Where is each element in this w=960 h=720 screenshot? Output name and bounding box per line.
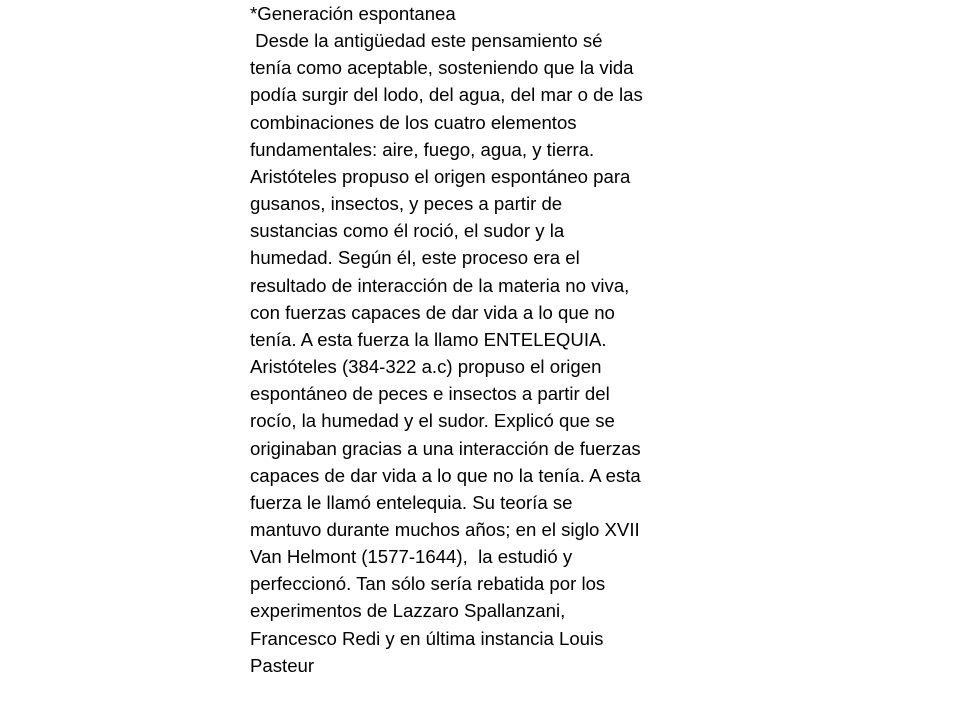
text-line: Aristóteles propuso el origen espontáneo para <box>250 165 631 187</box>
text-line: Francesco Redi y en última instancia Louis <box>250 627 604 649</box>
text-line: originaban gracias a una interacción de fuerzas <box>250 437 641 459</box>
text-line: mantuvo durante muchos años; en el siglo XVII <box>250 518 640 540</box>
text-line: gusanos, insectos, y peces a partir de <box>250 193 563 215</box>
text-line: fuerza le llamó entelequia. Su teoría se <box>250 491 573 513</box>
text-line: humedad. Según él, este proceso era el <box>250 247 580 269</box>
text-line: con fuerzas capaces de dar vida a lo que no <box>250 301 615 323</box>
text-line: Van Helmont (1577-1644), la estudió y <box>250 546 573 568</box>
text-line: sustancias como él roció, el sudor y la <box>250 220 565 242</box>
text-line: resultado de interacción de la materia no viva, <box>250 274 630 296</box>
text-line: tenía como aceptable, sosteniendo que la vida <box>250 57 634 79</box>
text-line: Desde la antigüedad este pensamiento sé <box>250 30 603 52</box>
text-line: rocío, la humedad y el sudor. Explicó que se <box>250 410 615 432</box>
text-line: espontáneo de peces e insectos a partir del <box>250 383 610 405</box>
text-line: Aristóteles (384-322 a.c) propuso el origen <box>250 356 602 378</box>
text-line: podía surgir del lodo, del agua, del mar o de las <box>250 84 643 106</box>
text-line: combinaciones de los cuatro elementos <box>250 111 577 133</box>
text-line: experimentos de Lazzaro Spallanzani, <box>250 600 566 622</box>
body-text-box <box>250 0 720 679</box>
heading-line: *Generación espontanea <box>250 3 456 24</box>
text-line: capaces de dar vida a lo que no la tenía. A esta <box>250 464 641 486</box>
text-line: fundamentales: aire, fuego, agua, y tierra. <box>250 138 595 160</box>
text-line: tenía. A esta fuerza la llamo ENTELEQUIA. <box>250 328 607 350</box>
text-line: perfeccionó. Tan sólo sería rebatida por los <box>250 573 606 595</box>
text-line: Pasteur <box>250 654 315 676</box>
